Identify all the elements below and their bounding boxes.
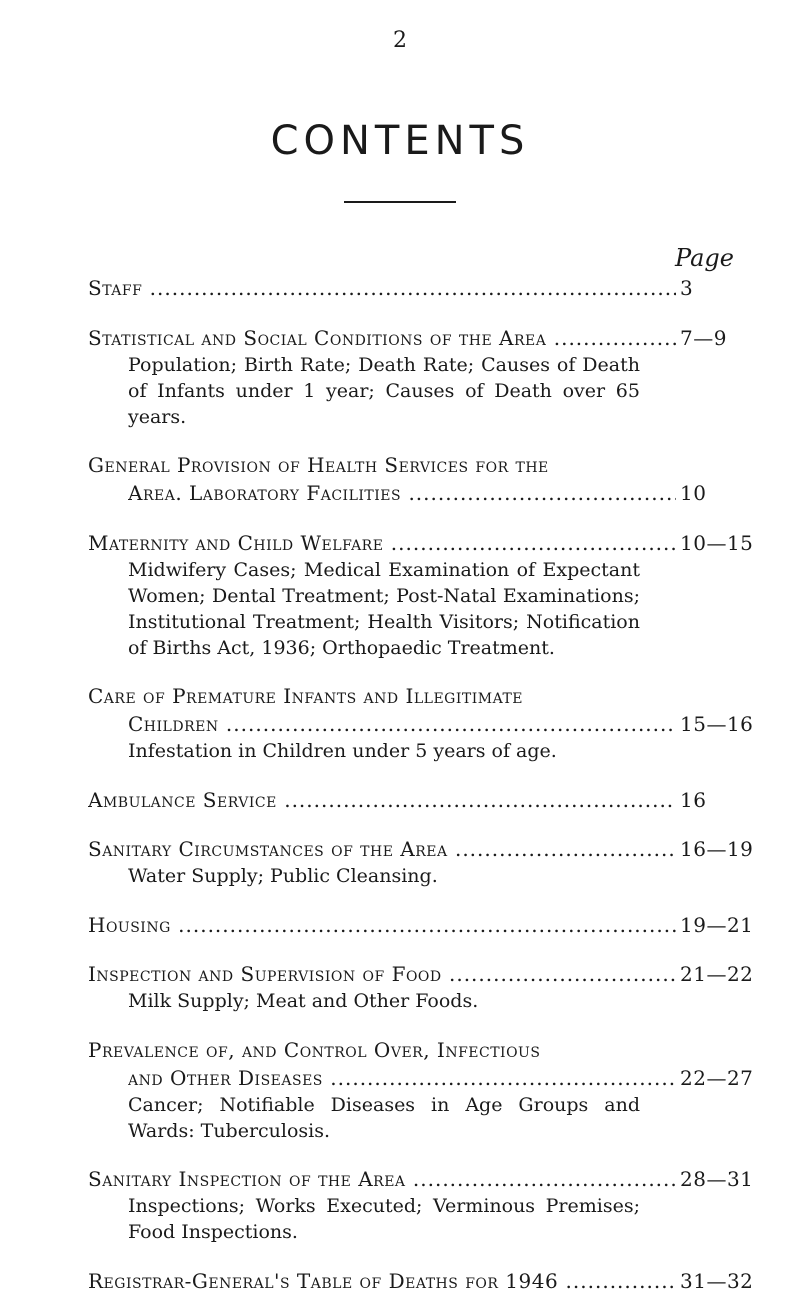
toc-subtopics: Infestation in Children under 5 years of age. — [128, 740, 557, 763]
page-title: CONTENTS — [270, 118, 530, 164]
toc-heading: Maternity and Child Welfare ..... — [88, 529, 676, 557]
toc-heading: Children ..... — [128, 710, 676, 738]
toc-subtopics: Population; Birth Rate; Death Rate; Causes of Death of Infants under 1 year; Causes of Death over 65 years. — [128, 353, 640, 428]
page-number: 2 — [393, 28, 407, 53]
toc-heading-line1: Care of Premature Infants and Illegitimate — [88, 684, 524, 709]
toc-page: 7—9 — [680, 325, 727, 350]
toc-entry — [88, 324, 780, 430]
toc-page: 16 — [680, 787, 707, 812]
toc-page: 31—32 — [680, 1269, 754, 1293]
toc-entry — [88, 835, 780, 889]
toc-entry — [88, 1267, 780, 1295]
toc-heading: Staff ..... — [88, 274, 676, 302]
toc-heading: Registrar-General's Table of Deaths for 1946 ..... — [88, 1267, 676, 1295]
toc-heading: Statistical and Social Conditions of the Area ..... — [88, 324, 676, 352]
toc-entry — [88, 451, 780, 507]
toc-page: 10—15 — [680, 530, 754, 555]
toc-heading-line1: Prevalence of, and Control Over, Infectious — [88, 1037, 541, 1062]
toc-entry — [88, 274, 780, 302]
toc-entry — [88, 960, 780, 1014]
toc-heading: Ambulance Service ..... — [88, 786, 676, 814]
toc-entry — [88, 682, 780, 764]
toc-subtopics: Inspections; Works Executed; Verminous Premises; Food Inspections. — [128, 1195, 640, 1244]
toc-page: 16—19 — [680, 837, 754, 862]
toc-heading: Sanitary Inspection of the Area ..... — [88, 1165, 676, 1193]
toc-page: 22—27 — [680, 1065, 754, 1090]
toc-heading: Area. Laboratory Facilities ..... — [128, 479, 676, 507]
toc-heading: Housing ..... — [88, 911, 676, 939]
toc-heading: and Other Diseases ..... — [128, 1064, 676, 1092]
toc-page: 28—31 — [680, 1167, 754, 1192]
page-column-header: Page — [675, 244, 734, 272]
toc-page: 15—16 — [680, 712, 754, 737]
toc-page: 21—22 — [680, 962, 754, 987]
toc-entry — [88, 911, 780, 939]
toc-subtopics: Milk Supply; Meat and Other Foods. — [128, 990, 479, 1013]
toc-page: 10 — [680, 481, 707, 506]
toc-heading-line1: General Provision of Health Services for the — [88, 453, 549, 478]
toc-heading: Inspection and Supervision of Food ..... — [88, 960, 676, 988]
toc-subtopics: Midwifery Cases; Medical Examination of Expectant Women; Dental Treatment; Post-Natal Examinations; Institutional Treatment; Health Visitors; Notification of Births Act, 1936; Orthopaedic Treatment. — [128, 558, 640, 659]
toc-page: 19—21 — [680, 912, 754, 937]
toc-subtopics: Cancer; Notifiable Diseases in Age Groups and Wards: Tuberculosis. — [128, 1093, 640, 1142]
toc-page: 3 — [680, 276, 694, 300]
title-divider — [344, 201, 456, 203]
toc-entry — [88, 1036, 780, 1144]
toc-entry — [88, 786, 780, 814]
toc-subtopics: Water Supply; Public Cleansing. — [128, 865, 438, 888]
toc-entry — [88, 529, 780, 661]
toc-heading: Sanitary Circumstances of the Area ..... — [88, 835, 676, 863]
toc-entry — [88, 1165, 780, 1245]
